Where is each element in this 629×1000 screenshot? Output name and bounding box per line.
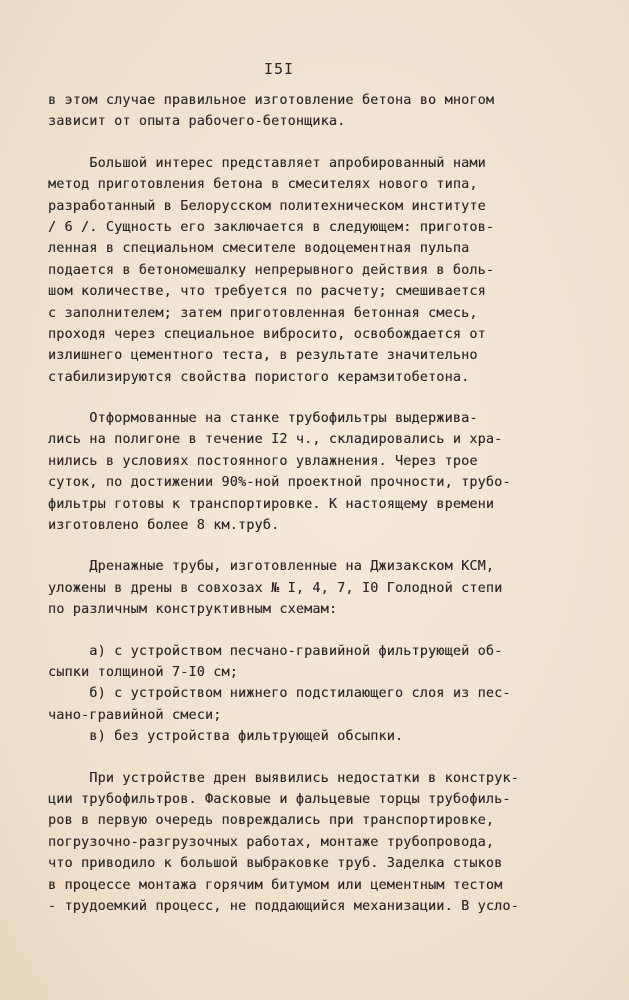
text-line: б) с устройством нижнего подстилающего слоя из пес- <box>48 686 511 702</box>
text-line: ленная в специальном смесителе водоцементная пульпа <box>48 241 470 257</box>
text-line: ров в первую очередь повреждались при транспортировке, <box>48 813 495 829</box>
paragraph <box>48 556 608 620</box>
text-line: зависит от опыта рабочего-бетонщика. <box>48 114 346 130</box>
page-number: I5I <box>264 60 295 78</box>
text-line: в процессе монтажа горячим битумом или цементным тестом <box>48 877 503 893</box>
text-line: погрузочно-разгрузочных работах, монтаже трубопровода, <box>48 834 495 850</box>
text-line: / 6 /. Сущность его заключается в следующем: приготов- <box>48 219 495 235</box>
text-line: лись на полигоне в течение I2 ч., складировались и хра- <box>48 432 503 448</box>
text-line: Большой интерес представляет апробированный нами <box>48 155 486 171</box>
text-line: изготовлено более 8 км.труб. <box>48 518 280 534</box>
text-line: Отформованные на станке трубофильтры выдержива- <box>48 411 478 427</box>
text-line: по различным конструктивным схемам: <box>48 602 338 618</box>
text-line: Дренажные трубы, изготовленные на Джизакском КСМ, <box>48 559 495 575</box>
text-line: излишнего цементного теста, в результате значительно <box>48 348 478 364</box>
text-line: подается в бетономешалку непрерывного действия в боль- <box>48 262 495 278</box>
text-line: в) без устройства фильтрующей обсыпки. <box>48 729 404 745</box>
paragraph <box>48 768 608 918</box>
text-line: шом количестве, что требуется по расчету; смешивается <box>48 284 486 300</box>
text-line: а) с устройством песчано-гравийной фильтрующей об- <box>48 643 503 659</box>
text-line: суток, по достижении 90%-ной проектной прочности, трубо- <box>48 475 511 491</box>
text-line: разработанный в Белорусском политехническом институте <box>48 198 486 214</box>
paragraph <box>48 641 608 748</box>
text-line: чано-гравийной смеси; <box>48 707 222 723</box>
text-line: ции трубофильтров. Фасковые и фальцевые торцы трубофиль- <box>48 791 511 807</box>
text-line: с заполнителем; затем приготовленная бетонная смесь, <box>48 305 478 321</box>
paragraph <box>48 90 608 133</box>
text-line: уложены в дрены в совхозах № I, 4, 7, I0 Голодной степи <box>48 580 503 596</box>
text-line: стабилизируются свойства пористого керамзитобетона. <box>48 369 470 385</box>
paragraph <box>48 153 608 388</box>
text-line: фильтры готовы к транспортировке. К настоящему времени <box>48 496 495 512</box>
text-line: При устройстве дрен выявились недостатки в конструк- <box>48 770 519 786</box>
text-line: проходя через специальное вибросито, освобождается от <box>48 326 486 342</box>
text-line: что приводило к большой выбраковке труб. Заделка стыков <box>48 856 503 872</box>
text-line: - трудоемкий процесс, не поддающийся механизации. В усло- <box>48 898 519 914</box>
text-line: нились в условиях постоянного увлажнения. Через трое <box>48 453 478 469</box>
text-line: в этом случае правильное изготовление бетона во многом <box>48 93 495 108</box>
body-text <box>48 90 608 937</box>
paragraph <box>48 408 608 536</box>
text-line: сыпки толщиной 7-I0 см; <box>48 664 239 680</box>
text-line: метод приготовления бетона в смесителях нового типа, <box>48 177 478 193</box>
